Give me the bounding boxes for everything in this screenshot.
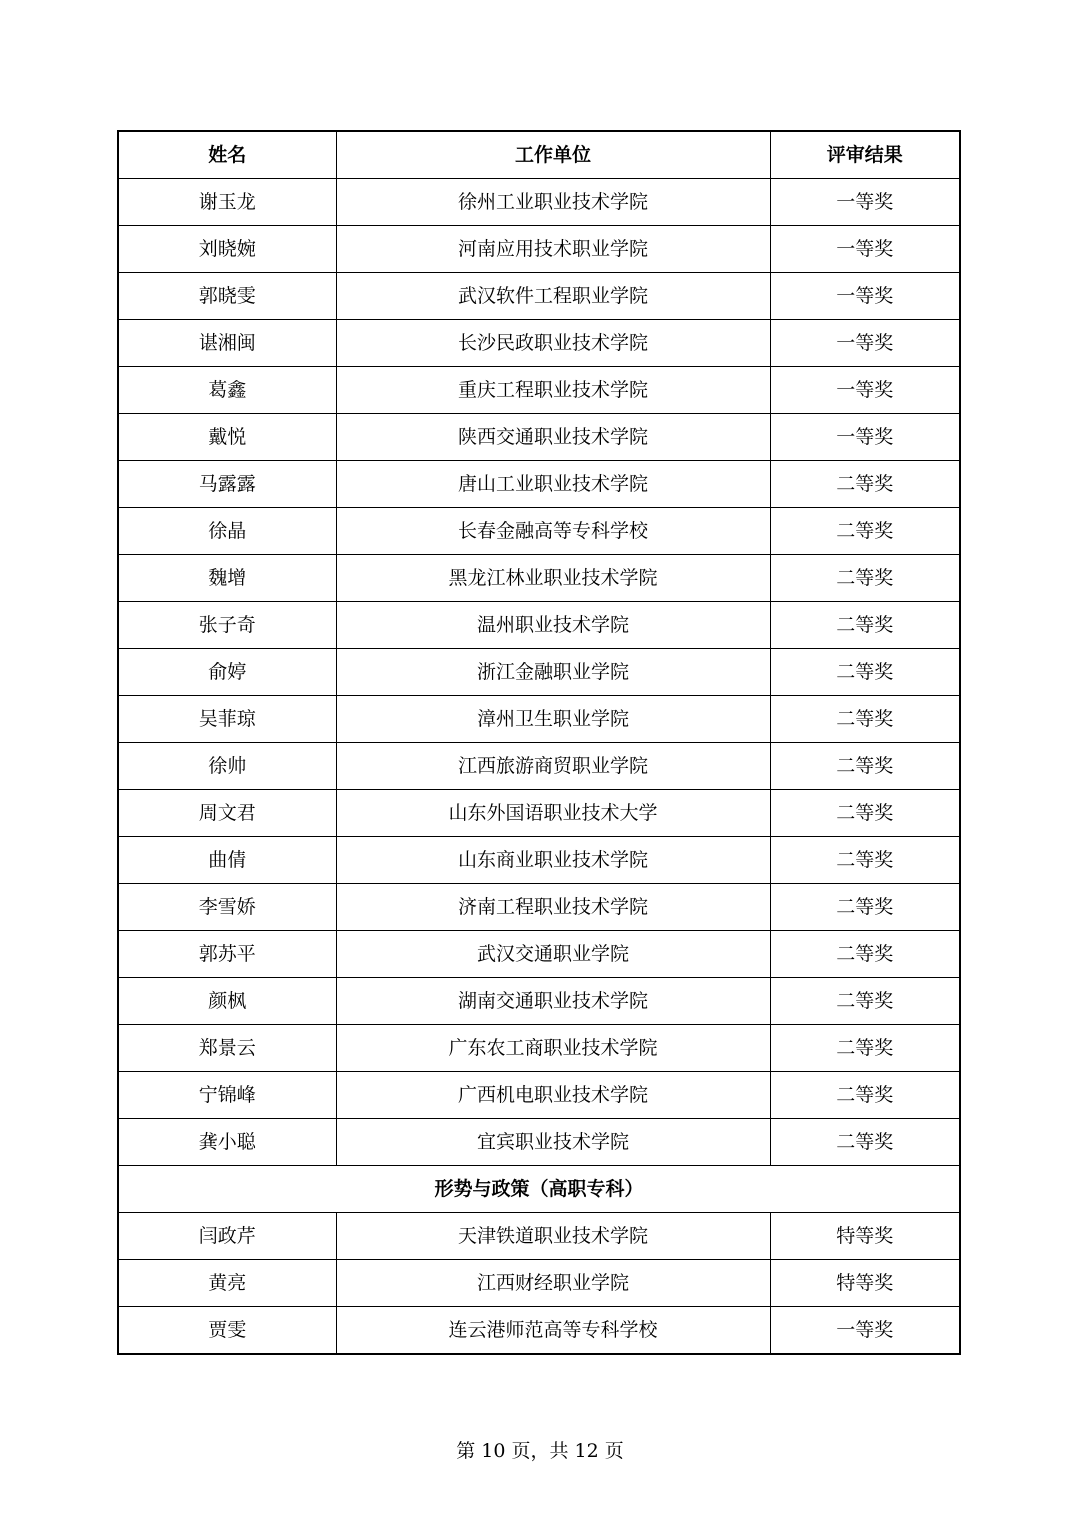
cell-unit: 唐山工业职业技术学院 bbox=[336, 461, 770, 508]
section-row bbox=[118, 1166, 960, 1213]
cell-result: 二等奖 bbox=[770, 649, 960, 696]
cell-result: 一等奖 bbox=[770, 320, 960, 367]
cell-name: 闫政芹 bbox=[118, 1213, 336, 1260]
cell-result: 二等奖 bbox=[770, 1072, 960, 1119]
cell-result: 二等奖 bbox=[770, 602, 960, 649]
cell-name: 谌湘闽 bbox=[118, 320, 336, 367]
cell-result: 一等奖 bbox=[770, 414, 960, 461]
cell-unit: 广西机电职业技术学院 bbox=[336, 1072, 770, 1119]
table-header-row bbox=[118, 131, 960, 179]
cell-unit: 武汉交通职业学院 bbox=[336, 931, 770, 978]
table-row bbox=[118, 790, 960, 837]
cell-unit: 广东农工商职业技术学院 bbox=[336, 1025, 770, 1072]
cell-result: 二等奖 bbox=[770, 696, 960, 743]
table-row bbox=[118, 1119, 960, 1166]
cell-name: 徐晶 bbox=[118, 508, 336, 555]
section-title: 形势与政策（高职专科） bbox=[118, 1166, 960, 1213]
header-unit: 工作单位 bbox=[336, 131, 770, 179]
table-row bbox=[118, 1072, 960, 1119]
cell-unit: 山东外国语职业技术大学 bbox=[336, 790, 770, 837]
cell-unit: 宜宾职业技术学院 bbox=[336, 1119, 770, 1166]
cell-result: 二等奖 bbox=[770, 978, 960, 1025]
cell-result: 一等奖 bbox=[770, 367, 960, 414]
page-number-footer: 第 10 页，共 12 页 bbox=[456, 1440, 624, 1462]
cell-name: 贾雯 bbox=[118, 1307, 336, 1355]
cell-unit: 江西财经职业学院 bbox=[336, 1260, 770, 1307]
cell-name: 葛鑫 bbox=[118, 367, 336, 414]
cell-name: 颜枫 bbox=[118, 978, 336, 1025]
cell-result: 二等奖 bbox=[770, 461, 960, 508]
table-row bbox=[118, 1260, 960, 1307]
cell-result: 二等奖 bbox=[770, 555, 960, 602]
table-row bbox=[118, 602, 960, 649]
cell-unit: 湖南交通职业技术学院 bbox=[336, 978, 770, 1025]
table-row bbox=[118, 367, 960, 414]
cell-name: 俞婷 bbox=[118, 649, 336, 696]
cell-name: 张子奇 bbox=[118, 602, 336, 649]
table-row bbox=[118, 414, 960, 461]
table-body bbox=[118, 179, 960, 1355]
cell-result: 二等奖 bbox=[770, 1119, 960, 1166]
cell-result: 特等奖 bbox=[770, 1213, 960, 1260]
cell-unit: 济南工程职业技术学院 bbox=[336, 884, 770, 931]
table-row bbox=[118, 273, 960, 320]
table-row bbox=[118, 696, 960, 743]
cell-unit: 温州职业技术学院 bbox=[336, 602, 770, 649]
table-row bbox=[118, 508, 960, 555]
cell-result: 二等奖 bbox=[770, 931, 960, 978]
cell-name: 郭苏平 bbox=[118, 931, 336, 978]
cell-unit: 漳州卫生职业学院 bbox=[336, 696, 770, 743]
cell-unit: 黑龙江林业职业技术学院 bbox=[336, 555, 770, 602]
cell-result: 一等奖 bbox=[770, 179, 960, 226]
cell-result: 二等奖 bbox=[770, 508, 960, 555]
cell-unit: 武汉软件工程职业学院 bbox=[336, 273, 770, 320]
award-results-table bbox=[117, 130, 961, 1355]
cell-unit: 山东商业职业技术学院 bbox=[336, 837, 770, 884]
table-row bbox=[118, 931, 960, 978]
table-row bbox=[118, 461, 960, 508]
cell-result: 二等奖 bbox=[770, 790, 960, 837]
cell-name: 刘晓婉 bbox=[118, 226, 336, 273]
cell-result: 一等奖 bbox=[770, 226, 960, 273]
header-result: 评审结果 bbox=[770, 131, 960, 179]
table-row bbox=[118, 1307, 960, 1355]
table-row bbox=[118, 555, 960, 602]
table-row bbox=[118, 884, 960, 931]
cell-name: 戴悦 bbox=[118, 414, 336, 461]
cell-name: 周文君 bbox=[118, 790, 336, 837]
cell-unit: 重庆工程职业技术学院 bbox=[336, 367, 770, 414]
table-row bbox=[118, 649, 960, 696]
cell-unit: 陕西交通职业技术学院 bbox=[336, 414, 770, 461]
table-row bbox=[118, 837, 960, 884]
cell-result: 特等奖 bbox=[770, 1260, 960, 1307]
cell-unit: 江西旅游商贸职业学院 bbox=[336, 743, 770, 790]
cell-name: 黄亮 bbox=[118, 1260, 336, 1307]
cell-name: 宁锦峰 bbox=[118, 1072, 336, 1119]
table-row bbox=[118, 1213, 960, 1260]
cell-name: 徐帅 bbox=[118, 743, 336, 790]
cell-result: 二等奖 bbox=[770, 1025, 960, 1072]
cell-result: 二等奖 bbox=[770, 884, 960, 931]
cell-name: 龚小聪 bbox=[118, 1119, 336, 1166]
header-name: 姓名 bbox=[118, 131, 336, 179]
cell-name: 吴菲琼 bbox=[118, 696, 336, 743]
cell-unit: 长春金融高等专科学校 bbox=[336, 508, 770, 555]
cell-name: 魏增 bbox=[118, 555, 336, 602]
table-row bbox=[118, 743, 960, 790]
cell-name: 曲倩 bbox=[118, 837, 336, 884]
cell-name: 马露露 bbox=[118, 461, 336, 508]
cell-unit: 浙江金融职业学院 bbox=[336, 649, 770, 696]
cell-name: 李雪娇 bbox=[118, 884, 336, 931]
cell-result: 二等奖 bbox=[770, 837, 960, 884]
cell-unit: 长沙民政职业技术学院 bbox=[336, 320, 770, 367]
cell-unit: 天津铁道职业技术学院 bbox=[336, 1213, 770, 1260]
cell-unit: 连云港师范高等专科学校 bbox=[336, 1307, 770, 1355]
table-row bbox=[118, 179, 960, 226]
table-row bbox=[118, 978, 960, 1025]
table-row bbox=[118, 320, 960, 367]
cell-name: 谢玉龙 bbox=[118, 179, 336, 226]
cell-result: 一等奖 bbox=[770, 273, 960, 320]
cell-result: 二等奖 bbox=[770, 743, 960, 790]
cell-name: 郭晓雯 bbox=[118, 273, 336, 320]
cell-result: 一等奖 bbox=[770, 1307, 960, 1355]
cell-unit: 河南应用技术职业学院 bbox=[336, 226, 770, 273]
cell-unit: 徐州工业职业技术学院 bbox=[336, 179, 770, 226]
table-row bbox=[118, 1025, 960, 1072]
cell-name: 郑景云 bbox=[118, 1025, 336, 1072]
table-row bbox=[118, 226, 960, 273]
